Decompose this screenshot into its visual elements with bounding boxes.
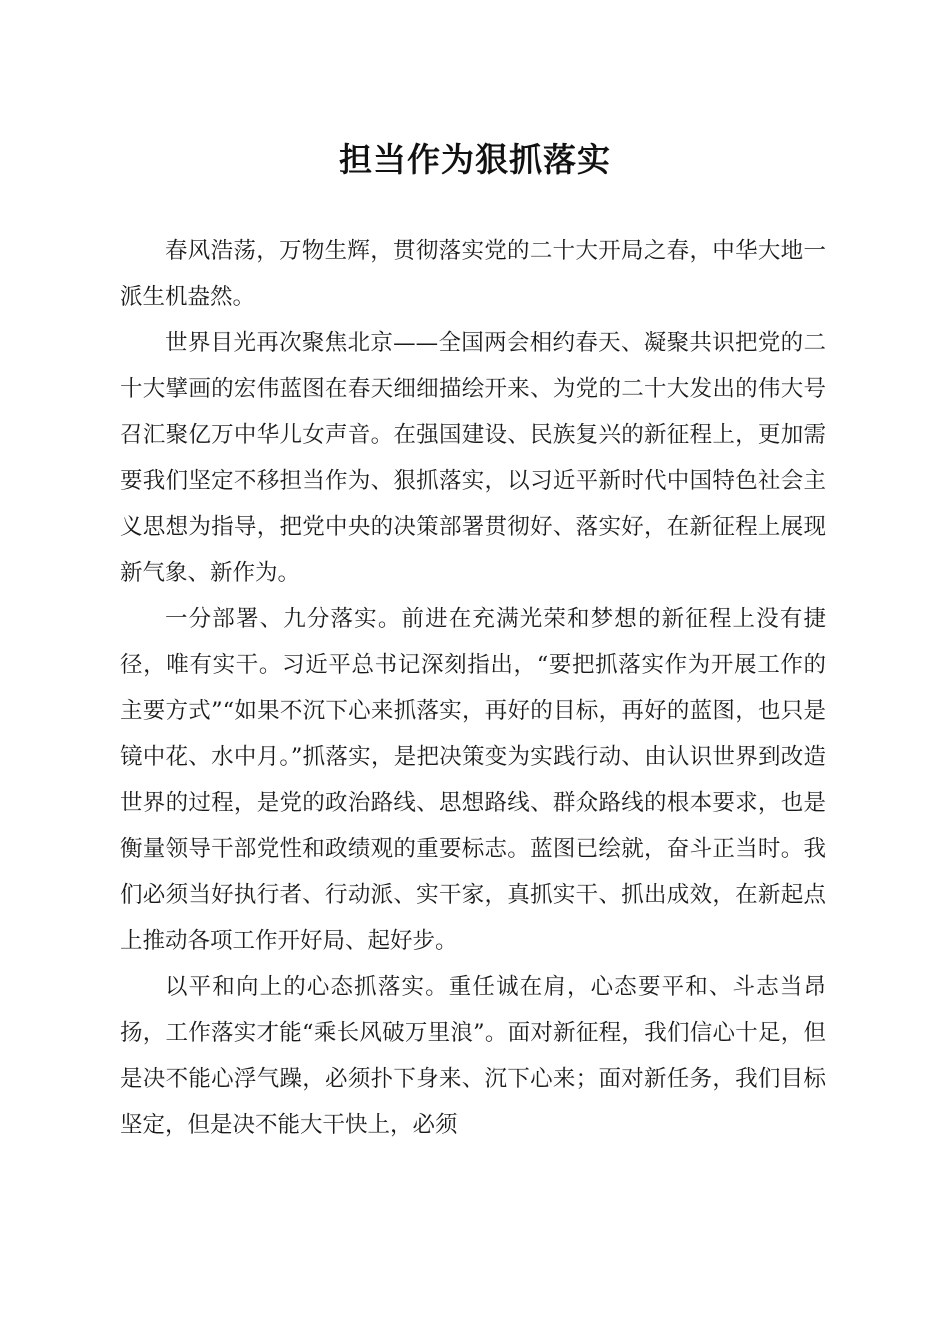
document-title: 担当作为狠抓落实 (339, 140, 611, 179)
paragraph-2: 世界目光再次聚焦北京——全国两会相约春天、凝聚共识把党的二十大擘画的宏伟蓝图在春天细细描绘开来、为党的二十大发出的伟大号召汇聚亿万中华儿女声音。在强国建设、民族复兴的新征程上，更加需要我们坚定不移担当作为、狠抓落实，以习近平新时代中国特色社会主义思想为指导，把党中央的决策部署贯彻好、落实好，在新征程上展现新气象、新作为。 (120, 330, 826, 586)
paragraph-3: 一分部署、九分落实。前进在充满光荣和梦想的新征程上没有捷径，唯有实干。习近平总书记深刻指出，“要把抓落实作为开展工作的主要方式”“如果不沉下心来抓落实，再好的目标，再好的蓝图，也只是镜中花、水中月。”抓落实，是把决策变为实践行动、由认识世界到改造世界的过程，是党的政治路线、思想路线、群众路线的根本要求，也是衡量领导干部党性和政绩观的重要标志。蓝图已绘就，奋斗正当时。我们必须当好执行者、行动派、实干家，真抓实干、抓出成效，在新起点上推动各项工作开好局、起好步。 (120, 606, 826, 954)
document-body (120, 228, 826, 1148)
paragraph-4: 以平和向上的心态抓落实。重任诚在肩，心态要平和、斗志当昂扬，工作落实才能“乘长风破万里浪”。面对新征程，我们信心十足，但是决不能心浮气躁，必须扑下身来、沉下心来；面对新任务，我们目标坚定，但是决不能大干快上，必须 (120, 974, 826, 1138)
paragraph-1: 春风浩荡，万物生辉，贯彻落实党的二十大开局之春，中华大地一派生机盎然。 (120, 238, 826, 310)
